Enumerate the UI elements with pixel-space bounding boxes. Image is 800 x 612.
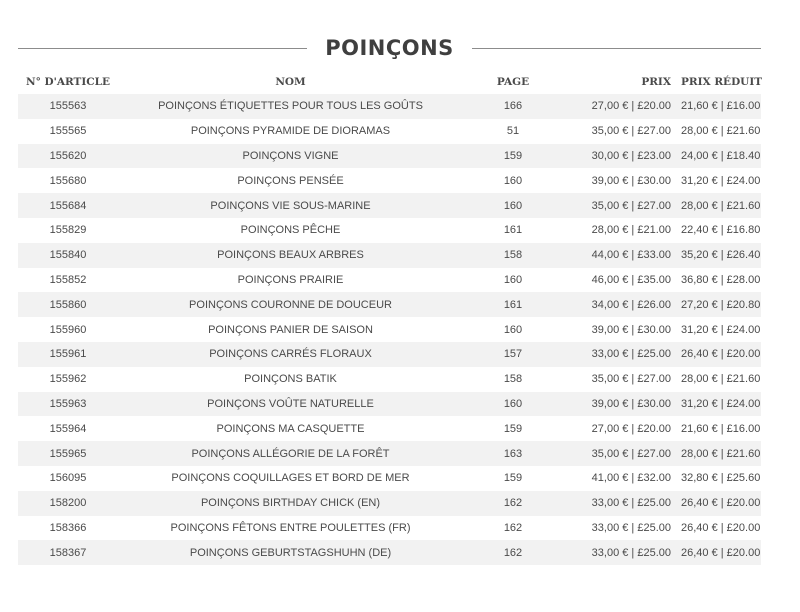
title-row <box>18 30 761 66</box>
page-number-cell: 163 <box>463 441 563 466</box>
page-number-cell: 160 <box>463 193 563 218</box>
table-row <box>18 292 761 317</box>
product-name-cell: POINÇONS VIGNE <box>118 144 463 169</box>
table-row <box>18 516 761 541</box>
reduced-price-cell: 24,00 € | £18.40 <box>681 144 761 169</box>
table-row <box>18 342 761 367</box>
product-name-cell: POINÇONS BATIK <box>118 367 463 392</box>
price-cell: 27,00 € | £20.00 <box>563 94 681 119</box>
table-row <box>18 441 761 466</box>
table-body <box>18 94 761 565</box>
reduced-price-cell: 28,00 € | £21.60 <box>681 441 761 466</box>
table-row <box>18 168 761 193</box>
table-row <box>18 540 761 565</box>
article-number-cell: 158366 <box>18 516 118 541</box>
column-header-prix-reduit: PRIX RÉDUIT <box>681 75 763 88</box>
reduced-price-cell: 26,40 € | £20.00 <box>681 540 761 565</box>
column-header-prix: PRIX <box>641 75 671 88</box>
table-header <box>18 69 761 94</box>
product-name-cell: POINÇONS MA CASQUETTE <box>118 416 463 441</box>
article-number-cell: 155840 <box>18 243 118 268</box>
page-number-cell: 157 <box>463 342 563 367</box>
product-name-cell: POINÇONS COURONNE DE DOUCEUR <box>118 292 463 317</box>
product-name-cell: POINÇONS PRAIRIE <box>118 268 463 293</box>
table-row <box>18 193 761 218</box>
product-name-cell: POINÇONS ÉTIQUETTES POUR TOUS LES GOÛTS <box>118 94 463 119</box>
table-row <box>18 416 761 441</box>
table-row <box>18 243 761 268</box>
article-number-cell: 155960 <box>18 317 118 342</box>
article-number-cell: 155680 <box>18 168 118 193</box>
price-cell: 33,00 € | £25.00 <box>563 516 681 541</box>
product-name-cell: POINÇONS PÊCHE <box>118 218 463 243</box>
product-name-cell: POINÇONS ALLÉGORIE DE LA FORÊT <box>118 441 463 466</box>
page-number-cell: 160 <box>463 317 563 342</box>
reduced-price-cell: 35,20 € | £26.40 <box>681 243 761 268</box>
table-row <box>18 466 761 491</box>
reduced-price-cell: 32,80 € | £25.60 <box>681 466 761 491</box>
page-number-cell: 161 <box>463 218 563 243</box>
header-row <box>18 69 761 94</box>
product-name-cell: POINÇONS CARRÉS FLORAUX <box>118 342 463 367</box>
price-cell: 33,00 € | £25.00 <box>563 491 681 516</box>
table-row <box>18 268 761 293</box>
price-cell: 39,00 € | £30.00 <box>563 168 681 193</box>
price-cell: 39,00 € | £30.00 <box>563 317 681 342</box>
price-cell: 27,00 € | £20.00 <box>563 416 681 441</box>
price-cell: 33,00 € | £25.00 <box>563 540 681 565</box>
table-row <box>18 218 761 243</box>
article-number-cell: 155684 <box>18 193 118 218</box>
reduced-price-cell: 28,00 € | £21.60 <box>681 193 761 218</box>
article-number-cell: 155563 <box>18 94 118 119</box>
reduced-price-cell: 22,40 € | £16.80 <box>681 218 761 243</box>
page-number-cell: 159 <box>463 466 563 491</box>
reduced-price-cell: 28,00 € | £21.60 <box>681 367 761 392</box>
product-name-cell: POINÇONS GEBURTSTAGSHUHN (DE) <box>118 540 463 565</box>
title-rule-right <box>472 48 761 49</box>
reduced-price-cell: 31,20 € | £24.00 <box>681 392 761 417</box>
page-number-cell: 162 <box>463 491 563 516</box>
page-number-cell: 161 <box>463 292 563 317</box>
article-number-cell: 158367 <box>18 540 118 565</box>
table-row <box>18 491 761 516</box>
table-row <box>18 367 761 392</box>
table-row <box>18 119 761 144</box>
reduced-price-cell: 26,40 € | £20.00 <box>681 491 761 516</box>
article-number-cell: 155965 <box>18 441 118 466</box>
page-number-cell: 51 <box>463 119 563 144</box>
product-name-cell: POINÇONS VOÛTE NATURELLE <box>118 392 463 417</box>
page-number-cell: 159 <box>463 144 563 169</box>
table-row <box>18 317 761 342</box>
title-rule-left <box>18 48 307 49</box>
price-cell: 28,00 € | £21.00 <box>563 218 681 243</box>
article-number-cell: 155829 <box>18 218 118 243</box>
price-cell: 41,00 € | £32.00 <box>563 466 681 491</box>
price-cell: 33,00 € | £25.00 <box>563 342 681 367</box>
reduced-price-cell: 21,60 € | £16.00 <box>681 416 761 441</box>
reduced-price-cell: 31,20 € | £24.00 <box>681 317 761 342</box>
reduced-price-cell: 21,60 € | £16.00 <box>681 94 761 119</box>
price-cell: 44,00 € | £33.00 <box>563 243 681 268</box>
article-number-cell: 155964 <box>18 416 118 441</box>
column-header-nom: NOM <box>275 75 306 88</box>
page-number-cell: 158 <box>463 243 563 268</box>
product-name-cell: POINÇONS VIE SOUS-MARINE <box>118 193 463 218</box>
product-name-cell: POINÇONS PYRAMIDE DE DIORAMAS <box>118 119 463 144</box>
reduced-price-cell: 26,40 € | £20.00 <box>681 516 761 541</box>
article-number-cell: 155963 <box>18 392 118 417</box>
page-title: POINÇONS <box>325 36 454 60</box>
article-number-cell: 155961 <box>18 342 118 367</box>
reduced-price-cell: 27,20 € | £20.80 <box>681 292 761 317</box>
product-name-cell: POINÇONS PANIER DE SAISON <box>118 317 463 342</box>
price-cell: 35,00 € | £27.00 <box>563 193 681 218</box>
reduced-price-cell: 36,80 € | £28.00 <box>681 268 761 293</box>
product-name-cell: POINÇONS COQUILLAGES ET BORD DE MER <box>118 466 463 491</box>
product-name-cell: POINÇONS PENSÉE <box>118 168 463 193</box>
product-name-cell: POINÇONS BEAUX ARBRES <box>118 243 463 268</box>
product-table <box>18 69 761 565</box>
price-cell: 30,00 € | £23.00 <box>563 144 681 169</box>
price-cell: 35,00 € | £27.00 <box>563 441 681 466</box>
price-cell: 35,00 € | £27.00 <box>563 367 681 392</box>
reduced-price-cell: 26,40 € | £20.00 <box>681 342 761 367</box>
product-name-cell: POINÇONS BIRTHDAY CHICK (EN) <box>118 491 463 516</box>
column-header-page: PAGE <box>496 75 530 88</box>
reduced-price-cell: 28,00 € | £21.60 <box>681 119 761 144</box>
price-cell: 39,00 € | £30.00 <box>563 392 681 417</box>
page-number-cell: 162 <box>463 516 563 541</box>
product-name-cell: POINÇONS FÊTONS ENTRE POULETTES (FR) <box>118 516 463 541</box>
page-number-cell: 160 <box>463 392 563 417</box>
column-header-article: N° D'ARTICLE <box>26 75 110 88</box>
page-number-cell: 158 <box>463 367 563 392</box>
table-row <box>18 144 761 169</box>
article-number-cell: 155852 <box>18 268 118 293</box>
article-number-cell: 155860 <box>18 292 118 317</box>
article-number-cell: 155620 <box>18 144 118 169</box>
price-cell: 46,00 € | £35.00 <box>563 268 681 293</box>
reduced-price-cell: 31,20 € | £24.00 <box>681 168 761 193</box>
price-cell: 34,00 € | £26.00 <box>563 292 681 317</box>
price-cell: 35,00 € | £27.00 <box>563 119 681 144</box>
article-number-cell: 156095 <box>18 466 118 491</box>
page-number-cell: 166 <box>463 94 563 119</box>
article-number-cell: 158200 <box>18 491 118 516</box>
page-number-cell: 162 <box>463 540 563 565</box>
page-number-cell: 159 <box>463 416 563 441</box>
table-row <box>18 392 761 417</box>
article-number-cell: 155565 <box>18 119 118 144</box>
table-row <box>18 94 761 119</box>
page-number-cell: 160 <box>463 168 563 193</box>
page-number-cell: 160 <box>463 268 563 293</box>
article-number-cell: 155962 <box>18 367 118 392</box>
